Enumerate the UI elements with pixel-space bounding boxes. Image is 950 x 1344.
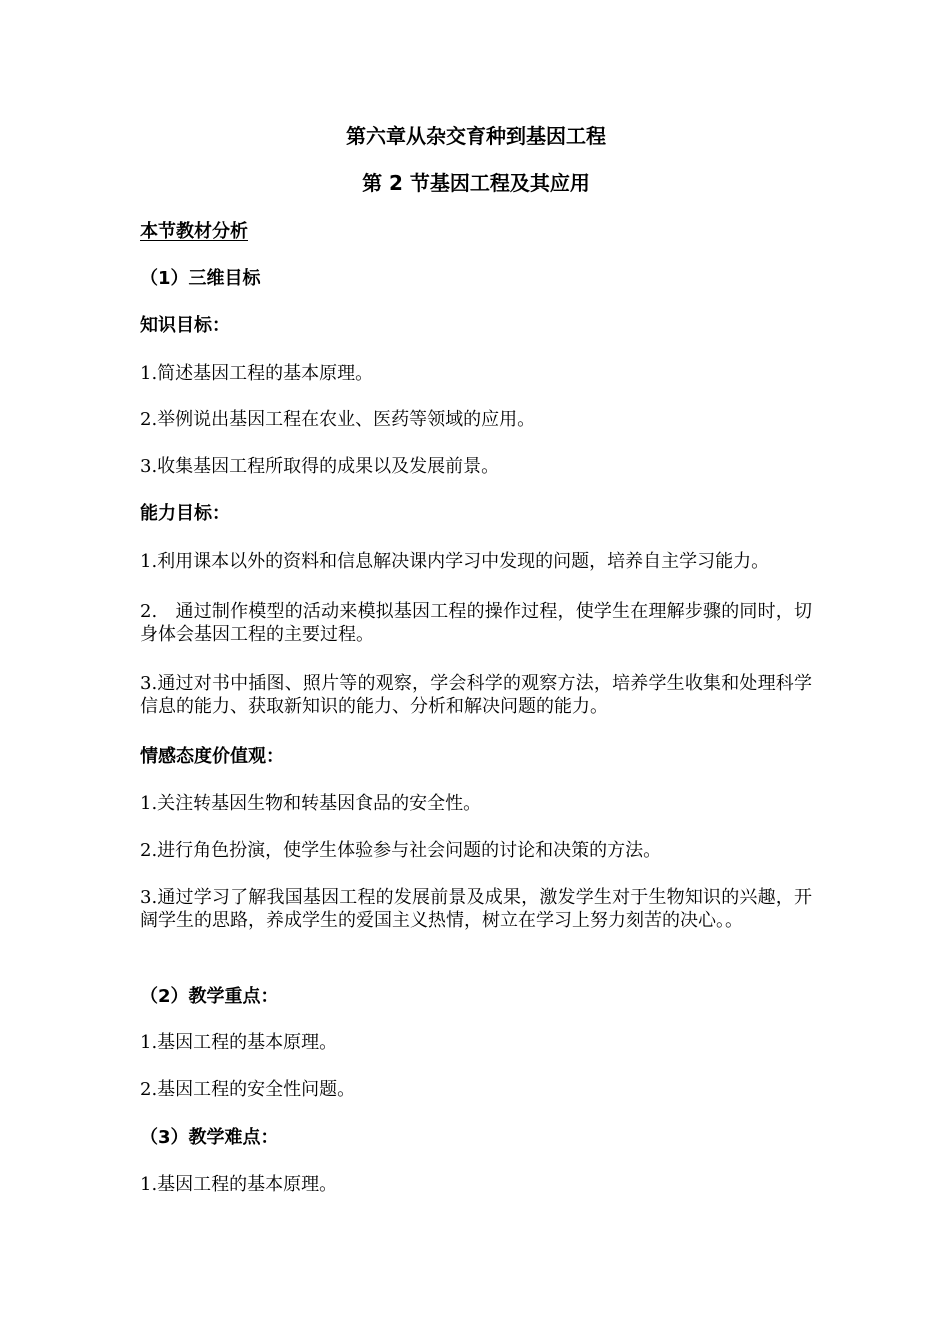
- chapter-title: 第六章从杂交育种到基因工程: [346, 124, 606, 148]
- ability-goal-item: 2. 通过制作模型的活动来模拟基因工程的操作过程，使学生在理解步骤的同时，切身体会基因工程的主要过程。: [140, 601, 812, 645]
- ability-goal-item: 3.通过对书中插图、照片等的观察，学会科学的观察方法，培养学生收集和处理科学信息的能力、获取新知识的能力、分析和解决问题的能力。: [140, 673, 812, 717]
- key-point-item: 1.基因工程的基本原理。: [140, 1032, 338, 1053]
- knowledge-goal-item: 2.举例说出基因工程在农业、医药等领域的应用。: [140, 409, 536, 430]
- goals-heading: （1）三维目标: [140, 268, 261, 289]
- difficulty-item: 1.基因工程的基本原理。: [140, 1174, 338, 1195]
- section-title: 第 2 节基因工程及其应用: [362, 171, 590, 195]
- analysis-heading: 本节教材分析: [140, 221, 248, 242]
- knowledge-goal-item: 3.收集基因工程所取得的成果以及发展前景。: [140, 456, 500, 477]
- key-points-heading: （2）教学重点：: [140, 986, 279, 1007]
- attitude-goal-item: 1.关注转基因生物和转基因食品的安全性。: [140, 793, 482, 814]
- knowledge-goal-item: 1.简述基因工程的基本原理。: [140, 363, 374, 384]
- ability-goals-heading: 能力目标：: [140, 503, 230, 524]
- difficulties-heading: （3）教学难点：: [140, 1127, 279, 1148]
- attitude-goal-item: 3.通过学习了解我国基因工程的发展前景及成果，激发学生对于生物知识的兴趣，开阔学生的思路，养成学生的爱国主义热情，树立在学习上努力刻苦的决心。。: [140, 887, 812, 931]
- attitude-goals-heading: 情感态度价值观：: [140, 746, 284, 767]
- key-point-item: 2.基因工程的安全性问题。: [140, 1079, 356, 1100]
- attitude-goal-item: 2.进行角色扮演，使学生体验参与社会问题的讨论和决策的方法。: [140, 840, 662, 861]
- ability-goal-item: 1.利用课本以外的资料和信息解决课内学习中发现的问题，培养自主学习能力。: [140, 551, 770, 572]
- knowledge-goals-heading: 知识目标：: [140, 315, 230, 336]
